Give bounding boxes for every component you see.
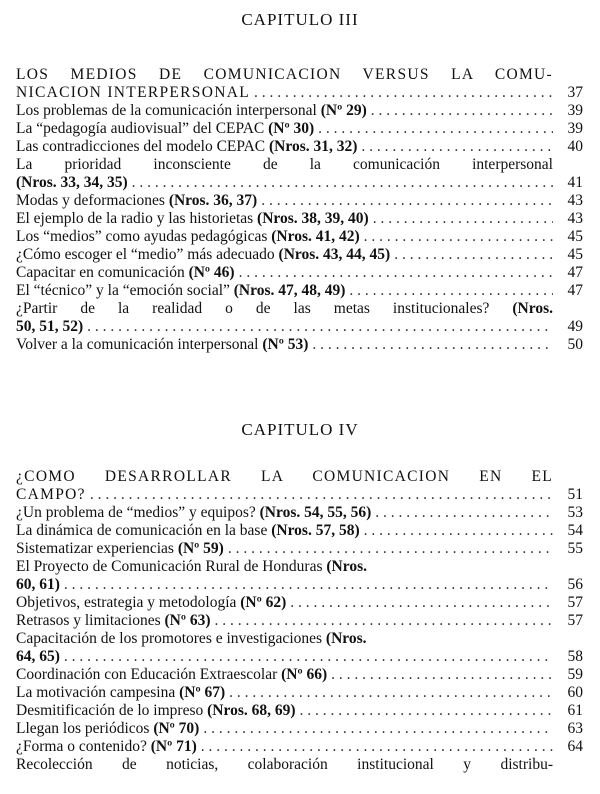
dot-leader <box>375 504 553 522</box>
toc-entry-text <box>16 558 367 576</box>
toc-entry-text <box>16 246 390 264</box>
toc-entry-text <box>16 612 211 630</box>
toc-entry <box>16 756 583 774</box>
toc-entry-page: 43 <box>567 192 583 209</box>
chapter-4-heading: CAPITULO IV <box>241 420 359 439</box>
toc-entry-page: 47 <box>567 264 583 281</box>
toc-entry-ref: (Nº 29) <box>320 102 367 119</box>
toc-entry-title: Modas y deformaciones <box>16 192 169 209</box>
toc-entry-title: El Proyecto de Comunicación Rural de Honduras <box>16 558 327 575</box>
toc-entry-title: Desmitificación de lo impreso <box>16 702 208 719</box>
toc-entry <box>16 630 583 648</box>
toc-entry-title: Recolección de noticias, colaboración institucional y distribu- <box>16 756 553 773</box>
toc-entry-ref: 64, 65) <box>16 648 60 665</box>
toc-entry-page: 39 <box>567 120 583 137</box>
toc-entry-ref: (Nros. 38, 39, 40) <box>257 210 369 227</box>
toc-entry-ref: (Nros. 68, 69) <box>207 702 296 719</box>
toc-entry-ref: (Nros. 36, 37) <box>168 192 258 209</box>
toc-entry <box>16 612 583 630</box>
toc-entry <box>16 336 583 354</box>
toc-entry-text <box>16 684 225 702</box>
dot-leader <box>215 612 553 630</box>
toc-entry <box>16 210 583 228</box>
toc-entry-ref: (Nros. 47, 48, 49) <box>233 282 346 299</box>
toc-entry-title: ¿Forma o contenido? <box>16 738 151 755</box>
toc-entry-ref: (Nros. <box>512 300 553 317</box>
toc-entry-text <box>16 174 128 192</box>
toc-entry-text <box>16 192 257 210</box>
toc-entry-page: 47 <box>567 282 583 299</box>
toc-entry-text <box>16 120 314 138</box>
toc-title-line <box>16 468 583 486</box>
toc-entry-page: 56 <box>567 576 583 593</box>
dot-leader <box>239 264 553 282</box>
chapter-3-title-line-1: LOS MEDIOS DE COMUNICACION VERSUS LA COMU- <box>16 66 553 83</box>
toc-title-line <box>16 84 583 102</box>
toc-entry-text <box>16 702 296 720</box>
toc-entry <box>16 120 583 138</box>
toc-entry-ref: (Nros. 57, 58) <box>271 522 360 539</box>
toc-entry-ref: 60, 61) <box>16 576 60 593</box>
toc-entry-page: 57 <box>567 612 583 629</box>
toc-entry-page: 59 <box>567 666 583 683</box>
toc-entry-ref: (Nº 46) <box>188 264 235 281</box>
toc-entry-text <box>16 720 199 738</box>
dot-leader <box>90 486 553 504</box>
toc-entry-ref: (Nº 62) <box>240 594 287 611</box>
toc-entry-page: 61 <box>567 702 583 719</box>
toc-entry-title: Volver a la comunicación interpersonal <box>16 336 263 353</box>
dot-leader <box>228 540 553 558</box>
toc-entry <box>16 738 583 756</box>
toc-entry-page: 55 <box>567 540 583 557</box>
toc-entry <box>16 282 583 300</box>
toc-entry <box>16 684 583 702</box>
toc-entry-title: Retrasos y limitaciones <box>16 612 165 629</box>
toc-entry-page: 57 <box>567 594 583 611</box>
toc-entry-title: ¿Cómo escoger el “medio” más adecuado <box>16 246 279 263</box>
toc-entry-title: Los “medios” como ayudas pedagógicas <box>16 228 272 245</box>
toc-entry <box>16 102 583 120</box>
chapter-4-entries <box>16 504 583 774</box>
chapter-3-toc <box>16 66 583 354</box>
toc-entry <box>16 318 583 336</box>
dot-leader <box>318 120 553 138</box>
toc-entry-page: 54 <box>567 522 583 539</box>
toc-entry-ref: (Nº 30) <box>268 120 315 137</box>
dot-leader <box>331 666 553 684</box>
toc-entry-title: Llegan los periódicos <box>16 720 154 737</box>
toc-entry-ref: (Nros. 31, 32) <box>268 138 358 155</box>
dot-leader <box>349 282 553 300</box>
toc-entry-page: 39 <box>567 102 583 119</box>
toc-entry <box>16 156 583 174</box>
chapter-4-title-page: 51 <box>567 486 583 503</box>
toc-entry <box>16 648 583 666</box>
toc-entry <box>16 666 583 684</box>
toc-entry-title: Capacitar en comunicación <box>16 264 189 281</box>
toc-entry-ref: (Nº 63) <box>164 612 211 629</box>
toc-entry-text <box>16 576 60 594</box>
dot-leader <box>361 138 553 156</box>
toc-entry-page: 43 <box>567 210 583 227</box>
toc-entry-title: La “pedagogía audiovisual” del CEPAC <box>16 120 269 137</box>
toc-entry <box>16 192 583 210</box>
toc-entry-text <box>16 666 327 684</box>
toc-entry-page: 50 <box>567 336 583 353</box>
toc-entry-ref: (Nros. <box>325 630 367 647</box>
toc-entry-title: Los problemas de la comunicación interpersonal <box>16 102 321 119</box>
toc-entry-page: 45 <box>567 228 583 245</box>
chapter-3-entries <box>16 102 583 354</box>
toc-entry-text <box>16 540 224 558</box>
dot-leader <box>394 246 553 264</box>
dot-leader <box>87 318 553 336</box>
toc-entry <box>16 702 583 720</box>
dot-leader <box>312 336 553 354</box>
toc-entry-page: 53 <box>567 504 583 521</box>
toc-entry-text <box>16 630 367 648</box>
dot-leader <box>229 684 553 702</box>
dot-leader <box>300 702 553 720</box>
toc-entry-page: 49 <box>567 318 583 335</box>
dot-leader <box>373 210 553 228</box>
toc-entry-ref: (Nros. 43, 44, 45) <box>278 246 391 263</box>
dot-leader <box>364 228 553 246</box>
dot-leader <box>261 192 553 210</box>
chapter-3-title-line-2: NICACION INTERPERSONAL <box>16 84 250 101</box>
toc-entry-page: 60 <box>567 684 583 701</box>
toc-entry-title: Capacitación de los promotores e investigaciones <box>16 630 326 647</box>
chapter-4-title-line-2: CAMPO? <box>16 486 86 503</box>
toc-entry <box>16 264 583 282</box>
toc-entry-text <box>16 648 60 666</box>
toc-entry <box>16 228 583 246</box>
toc-entry-title: ¿Partir de la realidad o de las metas institucionales? <box>16 300 513 317</box>
chapter-4-title-line-1: ¿COMO DESARROLLAR LA COMUNICACION EN EL <box>16 468 553 485</box>
dot-leader <box>364 522 553 540</box>
toc-entry-text <box>16 102 367 120</box>
toc-entry-title: El ejemplo de la radio y las historietas <box>16 210 258 227</box>
toc-entry <box>16 504 583 522</box>
toc-entry-text <box>16 264 235 282</box>
toc-entry <box>16 174 583 192</box>
dot-leader <box>64 576 553 594</box>
toc-entry-text <box>16 210 369 228</box>
toc-title-line <box>16 66 583 84</box>
toc-entry-ref: (Nros. 33, 34, 35) <box>16 174 128 191</box>
toc-entry-title: La motivación campesina <box>16 684 180 701</box>
toc-entry-title: Coordinación con Educación Extraescolar <box>16 666 282 683</box>
toc-entry-ref: (Nº 70) <box>153 720 200 737</box>
toc-entry <box>16 594 583 612</box>
chapter-3-heading: CAPITULO III <box>241 10 359 29</box>
toc-entry-ref: (Nº 59) <box>177 540 224 557</box>
toc-entry <box>16 246 583 264</box>
toc-entry <box>16 558 583 576</box>
toc-entry-text <box>16 738 197 756</box>
toc-entry-ref: 50, 51, 52) <box>16 318 84 335</box>
toc-entry-text <box>16 156 553 174</box>
toc-entry <box>16 720 583 738</box>
toc-entry-text <box>16 522 360 540</box>
toc-entry-text <box>16 336 308 354</box>
toc-entry-text <box>16 756 553 774</box>
toc-entry <box>16 300 583 318</box>
toc-entry-ref: (Nº 53) <box>262 336 309 353</box>
dot-leader <box>254 84 553 102</box>
toc-entry-title: ¿Un problema de “medios” y equipos? <box>16 504 260 521</box>
toc-entry-ref: (Nº 67) <box>179 684 226 701</box>
toc-entry-text <box>16 228 360 246</box>
toc-entry-page: 41 <box>567 174 583 191</box>
toc-entry-ref: (Nº 66) <box>281 666 328 683</box>
toc-entry-title: Objetivos, estrategia y metodología <box>16 594 241 611</box>
dot-leader <box>64 648 553 666</box>
toc-entry-text <box>16 318 83 336</box>
chapter-3-title-page: 37 <box>567 84 583 101</box>
toc-entry <box>16 522 583 540</box>
toc-entry-text <box>16 504 371 522</box>
toc-entry-text <box>16 138 357 156</box>
toc-entry-text <box>16 282 345 300</box>
toc-entry-title: El “técnico” y la “emoción social” <box>16 282 234 299</box>
toc-entry-ref: (Nº 71) <box>150 738 197 755</box>
toc-entry-page: 40 <box>567 138 583 155</box>
toc-entry-page: 64 <box>567 738 583 755</box>
toc-entry <box>16 138 583 156</box>
toc-entry-title: Sistematizar experiencias <box>16 540 178 557</box>
dot-leader <box>132 174 553 192</box>
toc-entry-text <box>16 300 553 318</box>
toc-entry-title: La dinámica de comunicación en la base <box>16 522 272 539</box>
chapter-4-toc <box>16 468 583 774</box>
toc-title-line <box>16 486 583 504</box>
toc-entry <box>16 540 583 558</box>
toc-entry <box>16 576 583 594</box>
toc-entry-title: Las contradicciones del modelo CEPAC <box>16 138 269 155</box>
toc-entry-title: La prioridad inconsciente de la comunicación interpersonal <box>16 156 553 173</box>
toc-entry-page: 45 <box>567 246 583 263</box>
toc-entry-ref: (Nros. 41, 42) <box>271 228 360 245</box>
toc-entry-page: 63 <box>567 720 583 737</box>
dot-leader <box>201 738 553 756</box>
dot-leader <box>290 594 553 612</box>
dot-leader <box>371 102 553 120</box>
toc-entry-text <box>16 594 286 612</box>
toc-entry-page: 58 <box>567 648 583 665</box>
toc-entry-ref: (Nros. <box>326 558 367 575</box>
dot-leader <box>203 720 553 738</box>
toc-entry-ref: (Nros. 54, 55, 56) <box>259 504 372 521</box>
